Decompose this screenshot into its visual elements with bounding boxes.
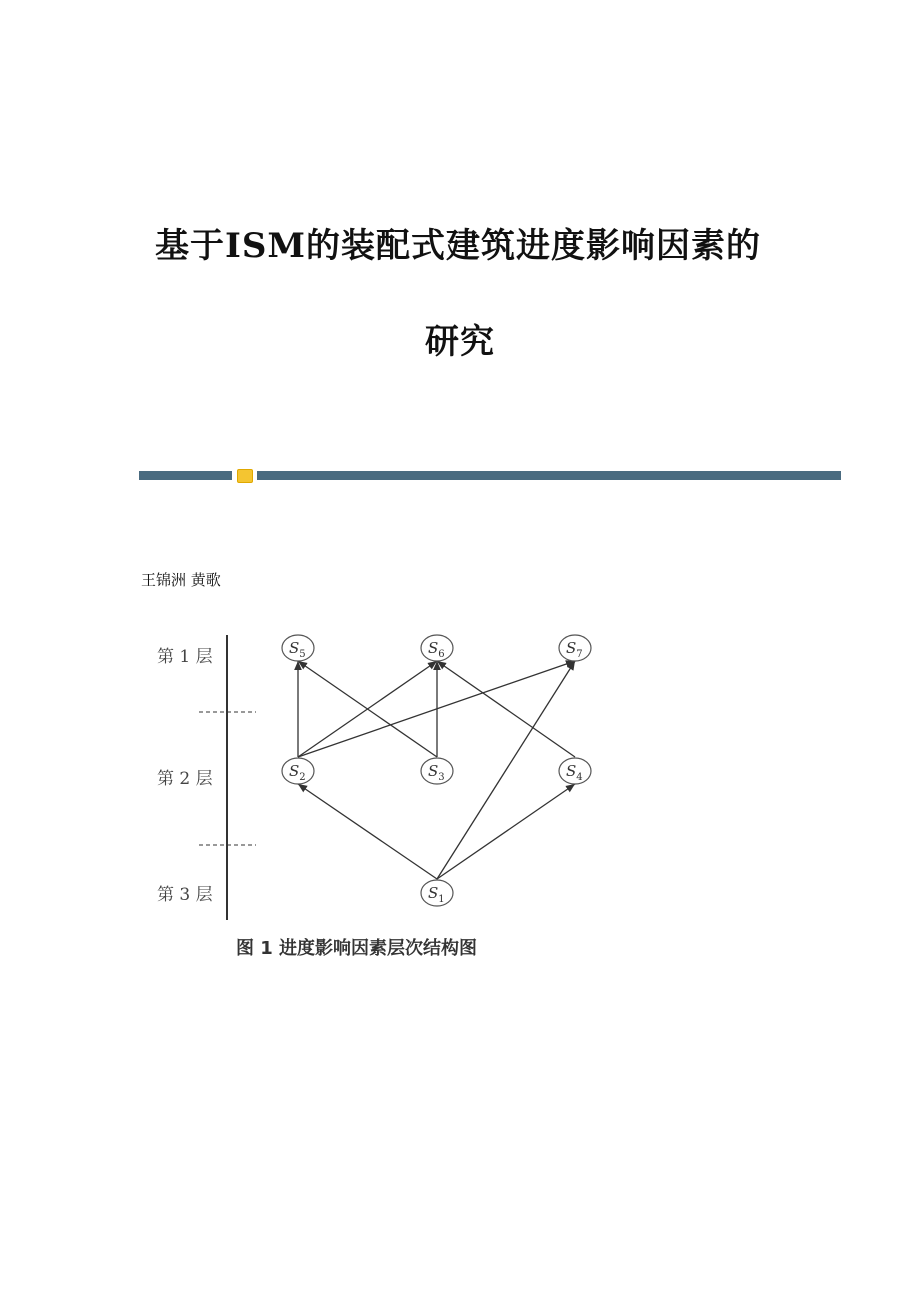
node-label: $S_5$ [289,639,306,660]
node-S7 [559,635,591,661]
edge-S4-S6 [437,661,575,757]
node-S2 [282,758,314,784]
level-label-1: 第 1 层 [157,647,213,667]
node-label: $S_4$ [566,762,583,783]
node-label: $S_6$ [428,639,445,660]
level-label-2: 第 2 层 [157,769,213,789]
node-label: $S_1$ [428,884,445,905]
authors: 王锦洲 黄歌 [141,571,221,589]
node-S6 [421,635,453,661]
edge-S1-S2 [298,784,437,879]
node-S5 [282,635,314,661]
node-label: $S_7$ [566,639,583,660]
level-label-3: 第 3 层 [157,885,213,905]
document-title-line-2: 研究 [425,322,495,362]
edge-S1-S4 [437,784,575,879]
edge-S1-S7 [437,661,575,879]
figure-caption: 图 1 进度影响因素层次结构图 [236,938,478,959]
node-S4 [559,758,591,784]
node-label: $S_3$ [428,762,445,783]
node-S3 [421,758,453,784]
node-S1 [421,880,453,906]
document-title-line-1: 基于ISM的装配式建筑进度影响因素的 [154,226,762,266]
node-label: $S_2$ [289,762,306,783]
